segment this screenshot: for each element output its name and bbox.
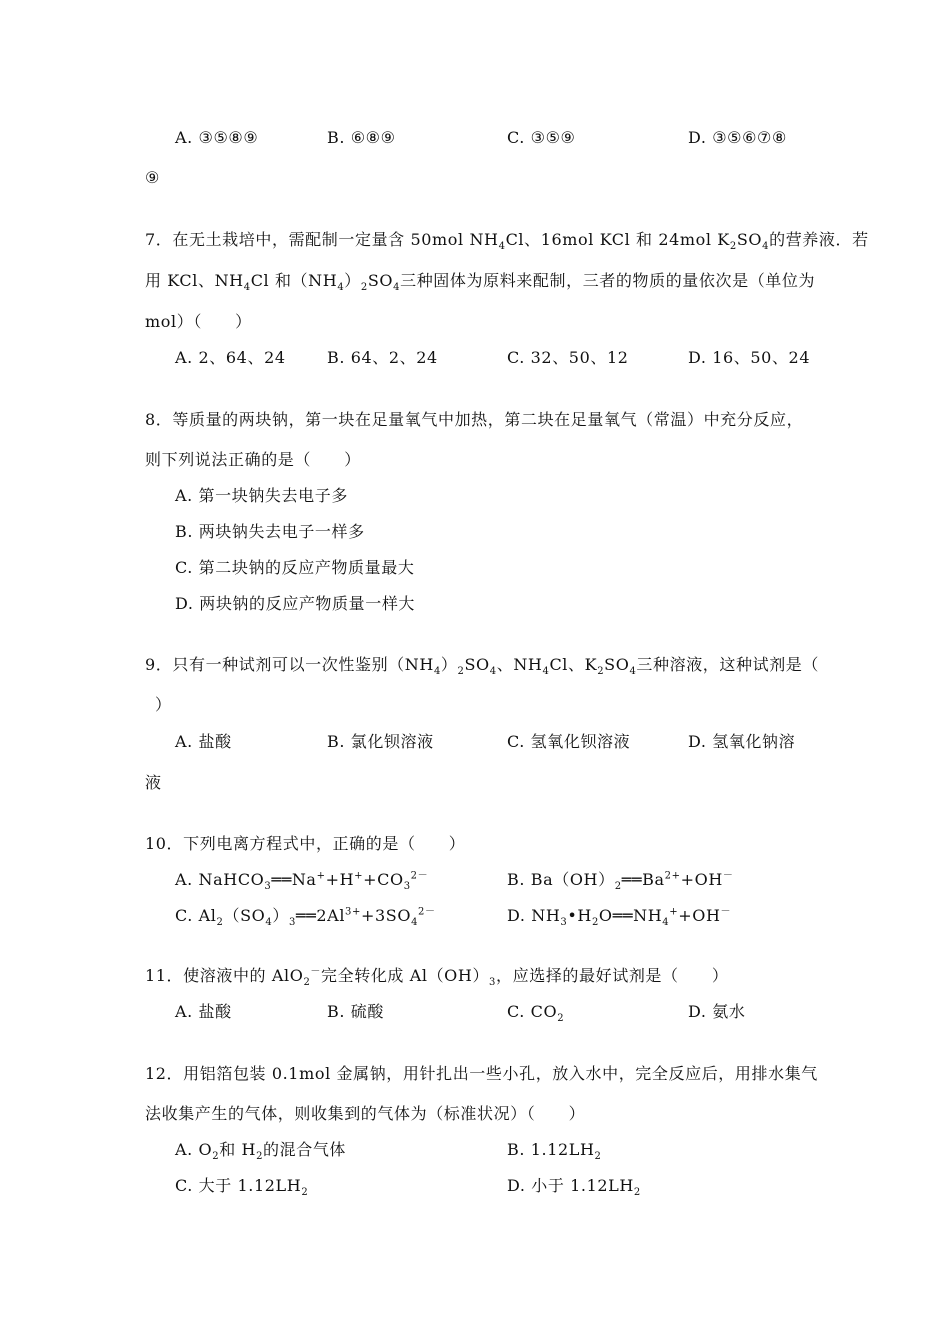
q11-option-b: B. 硫酸 bbox=[327, 1002, 384, 1021]
q8-option-a: A. 第一块钠失去电子多 bbox=[175, 486, 348, 505]
q12-stem-line2: 法收集产生的气体，则收集到的气体为（标准状况）（ ） bbox=[145, 1104, 586, 1123]
q9-option-a: A. 盐酸 bbox=[175, 732, 232, 751]
q9-option-d-wrap: 液 bbox=[145, 773, 162, 792]
q9-stem-line1: 9．只有一种试剂可以一次性鉴别$(NH_4)_2SO_4$、$NH_4Cl$、$K_2SO_4$三种溶液，这种试剂是（ bbox=[145, 655, 820, 678]
q7-option-c: C. 32、50、12 bbox=[507, 348, 629, 367]
q9-option-d: D. 氢氧化钠溶 bbox=[688, 732, 796, 751]
q10-option-c: C. $Al_2(SO_4)_3══2Al^{3+}+3SO_4^{2-}$ bbox=[175, 906, 436, 929]
q7-option-a: A. 2、64、24 bbox=[175, 348, 286, 367]
q7-stem-line2: 用 KCl、$NH_4Cl$ 和$(NH_4)_2SO_4$三种固体为原料来配制，三者的物质的量依次是（单位为 bbox=[145, 271, 816, 294]
q7-stem-line3: mol）（ ） bbox=[145, 312, 252, 331]
q10-option-a: A. $NaHCO_3══Na^++H^++CO_3^{2-}$ bbox=[175, 870, 429, 893]
q12-option-b: B. $1.12LH_2$ bbox=[507, 1140, 602, 1163]
q12-option-d: D. 小于 $1.12LH_2$ bbox=[507, 1176, 641, 1199]
q8-stem-line1: 8．等质量的两块钠，第一块在足量氧气中加热，第二块在足量氧气（常温）中充分反应， bbox=[145, 410, 804, 429]
q10-option-d: D. $NH_3•H_2O══NH_4^++OH^-$ bbox=[507, 906, 732, 929]
q8-option-d: D. 两块钠的反应产物质量一样大 bbox=[175, 594, 416, 613]
q11-option-c: C. $CO_2$ bbox=[507, 1002, 565, 1025]
q12-option-a: A. $O_2$和 $H_2$的混合气体 bbox=[175, 1140, 347, 1163]
q6-option-a: A. ③⑤⑧⑨ bbox=[175, 128, 259, 147]
q10-option-b: B. $Ba(OH)_2══Ba^{2+}+OH^-$ bbox=[507, 870, 734, 893]
q7-option-b: B. 64、2、24 bbox=[327, 348, 438, 367]
q11-stem: 11．使溶液中的 AlO$_2$－完全转化成 $Al(OH)_3$，应选择的最好试剂是（ ） bbox=[145, 966, 729, 989]
q6-option-d-wrap: ⑨ bbox=[145, 168, 160, 187]
q8-stem-line2: 则下列说法正确的是（ ） bbox=[145, 450, 361, 469]
q9-option-c: C. 氢氧化钡溶液 bbox=[507, 732, 631, 751]
q6-option-d: D. ③⑤⑥⑦⑧ bbox=[688, 128, 787, 147]
q12-option-c: C. 大于 $1.12LH_2$ bbox=[175, 1176, 309, 1199]
q11-option-a: A. 盐酸 bbox=[175, 1002, 232, 1021]
q9-stem-line2: ） bbox=[155, 695, 172, 714]
q12-stem-line1: 12．用铝箔包装 0.1mol 金属钠，用针扎出一些小孔，放入水中，完全反应后，用排水集气 bbox=[145, 1064, 818, 1083]
q7-option-d: D. 16、50、24 bbox=[688, 348, 811, 367]
q10-stem: 10．下列电离方程式中，正确的是（ ） bbox=[145, 834, 466, 853]
q6-option-b: B. ⑥⑧⑨ bbox=[327, 128, 396, 147]
q9-option-b: B. 氯化钡溶液 bbox=[327, 732, 434, 751]
q7-stem-line1: 7．在无土栽培中，需配制一定量含 50mol $NH_4Cl$、16mol KCl 和 24mol $K_2SO_4$的营养液．若 bbox=[145, 230, 869, 253]
q8-option-c: C. 第二块钠的反应产物质量最大 bbox=[175, 558, 415, 577]
q6-option-c: C. ③⑤⑨ bbox=[507, 128, 576, 147]
q8-option-b: B. 两块钠失去电子一样多 bbox=[175, 522, 365, 541]
q11-option-d: D. 氨水 bbox=[688, 1002, 746, 1021]
